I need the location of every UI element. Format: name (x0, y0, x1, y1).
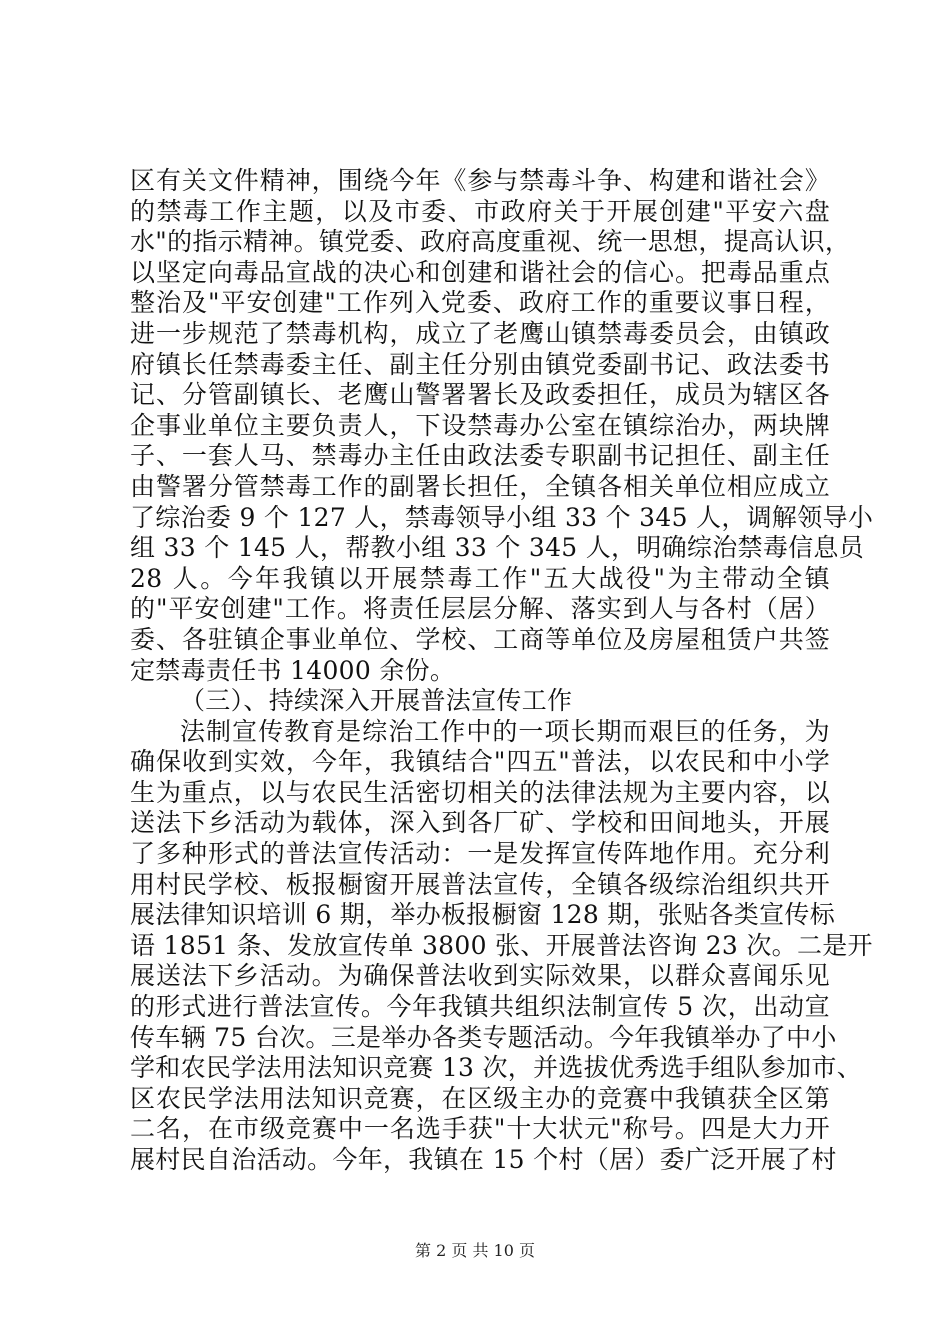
text-line: 确保收到实效，今年，我镇结合"四五"普法，以农民和中小学 (130, 747, 830, 777)
page-number-footer: 第 2 页 共 10 页 (415, 1241, 535, 1260)
text-line: 了综治委 9 个 127 人，禁毒领导小组 33 个 345 人，调解领导小 (130, 502, 874, 532)
text-line: 子、一套人马、禁毒办主任由政法委专职副书记担任、副主任 (130, 441, 830, 471)
text-line: 的禁毒工作主题，以及市委、市政府关于开展创建"平安六盘 (130, 196, 830, 226)
text-line: 水"的指示精神。镇党委、政府高度重视、统一思想，提高认识， (130, 227, 851, 257)
text-line: 传车辆 75 台次。三是举办各类专题活动。今年我镇举办了中小 (130, 1022, 837, 1052)
text-line: 的形式进行普法宣传。今年我镇共组织法制宣传 5 次，出动宣 (130, 992, 830, 1022)
text-line: 区农民学法用法知识竞赛，在区级主办的竞赛中我镇获全区第 (130, 1083, 830, 1113)
text-line: 委、各驻镇企事业单位、学校、工商等单位及房屋租赁户共签 (130, 624, 830, 654)
text-line: 展送法下乡活动。为确保普法收到实际效果，以群众喜闻乐见 (130, 961, 830, 991)
text-line: 送法下乡活动为载体，深入到各厂矿、学校和田间地头，开展 (130, 808, 830, 838)
text-line: 展村民自治活动。今年，我镇在 15 个村（居）委广泛开展了村 (130, 1145, 837, 1174)
text-line: 语 1851 条、发放宣传单 3800 张、开展普法咨询 23 次。二是开 (130, 930, 873, 960)
text-line: 进一步规范了禁毒机构，成立了老鹰山镇禁毒委员会，由镇政 (130, 318, 830, 348)
text-line: 区有关文件精神，围绕今年《参与禁毒斗争、构建和谐社会》 (130, 166, 830, 195)
text-line: 组 33 个 145 人，帮教小组 33 个 345 人，明确综治禁毒信息员 (130, 533, 865, 563)
text-line: 生为重点，以与农民生活密切相关的法律法规为主要内容，以 (130, 777, 830, 807)
paragraph-first-line: 法制宣传教育是综治工作中的一项长期而艰巨的任务，为 (180, 716, 830, 746)
text-line: 展法律知识培训 6 期，举办板报橱窗 128 期，张贴各类宣传标 (130, 900, 836, 930)
document-body (130, 166, 874, 1176)
text-line: 企事业单位主要负责人，下设禁毒办公室在镇综治办，两块牌 (130, 410, 830, 440)
text-line: 由警署分管禁毒工作的副署长担任，全镇各相关单位相应成立 (130, 471, 830, 501)
text-line: 28 人。今年我镇以开展禁毒工作"五大战役"为主带动全镇 (130, 563, 830, 593)
section-heading: （三）、持续深入开展普法宣传工作 (180, 686, 573, 716)
text-line: 以坚定向毒品宣战的决心和创建和谐社会的信心。把毒品重点 (130, 257, 830, 287)
text-line: 的"平安创建"工作。将责任层层分解、落实到人与各村（居） (130, 594, 830, 624)
text-line: 用村民学校、板报橱窗开展普法宣传，全镇各级综治组织共开 (130, 869, 830, 899)
text-line: 了多种形式的普法宣传活动：一是发挥宣传阵地作用。充分利 (130, 839, 830, 869)
text-line: 学和农民学法用法知识竞赛 13 次，并选拔优秀选手组队参加市、 (130, 1053, 863, 1083)
text-line: 府镇长任禁毒委主任、副主任分别由镇党委副书记、政法委书 (130, 349, 830, 379)
text-line: 整治及"平安创建"工作列入党委、政府工作的重要议事日程， (130, 288, 830, 318)
text-line: 定禁毒责任书 14000 余份。 (130, 655, 456, 685)
text-line: 二名，在市级竞赛中一名选手获"十大状元"称号。四是大力开 (130, 1114, 830, 1144)
text-line: 记、分管副镇长、老鹰山警署署长及政委担任，成员为辖区各 (130, 380, 830, 410)
